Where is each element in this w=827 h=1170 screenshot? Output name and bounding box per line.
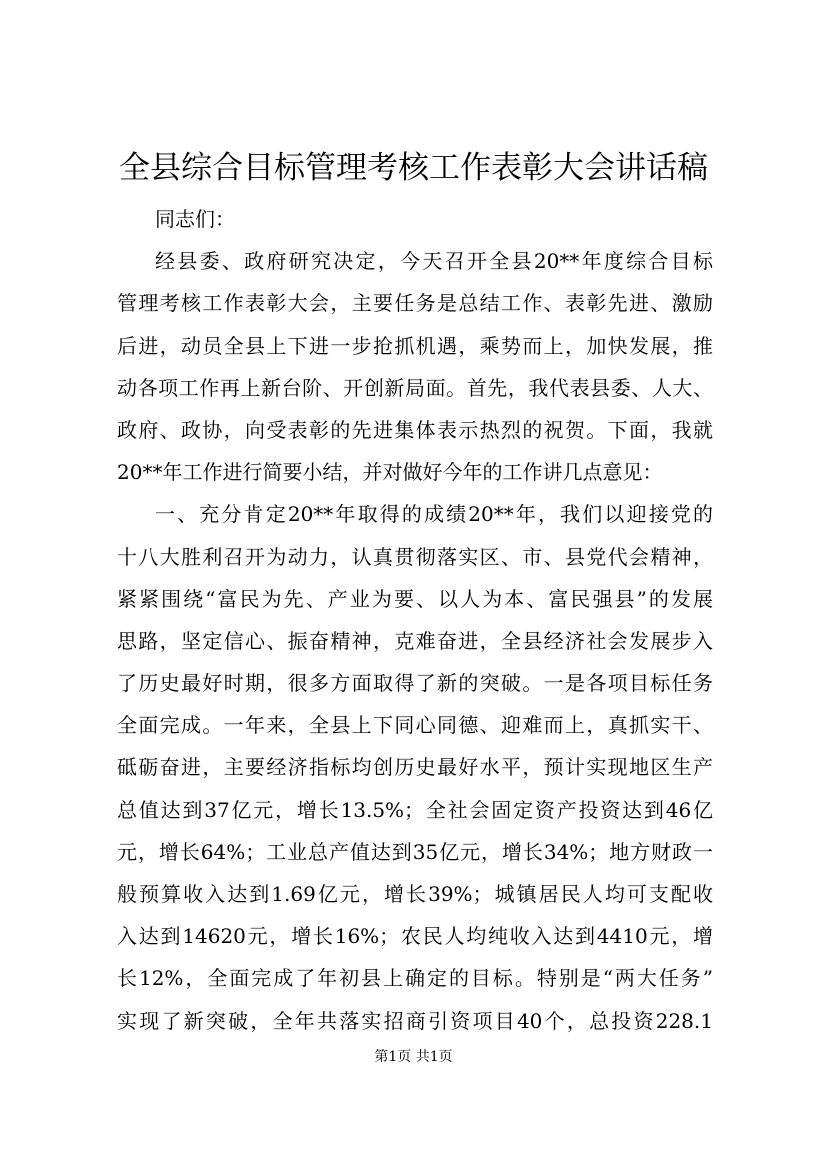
text-line: 了历史最好时期，很多方面取得了新的突破。一是各项目标任务 — [117, 671, 713, 696]
section-heading-line: 一、充分肯定20**年取得的成绩20**年，我们以迎接党的 — [155, 502, 713, 527]
text-line: 长12%，全面完成了年初县上确定的目标。特别是“两大任务” — [117, 966, 713, 991]
text-line: 元，增长64%；工业总产值达到35亿元，增长34%；地方财政一 — [117, 839, 713, 864]
text-line: 思路，坚定信心、振奋精神，克难奋进，全县经济社会发展步入 — [117, 628, 713, 653]
page-footer: 第1页 共1页 — [374, 1049, 453, 1065]
text-line: 动各项工作再上新台阶、开创新局面。首先，我代表县委、人大、 — [117, 375, 713, 400]
text-line: 砥砺奋进，主要经济指标均创历史最好水平，预计实现地区生产 — [117, 755, 713, 780]
text-line: 般预算收入达到1.69亿元，增长39%；城镇居民人均可支配收 — [117, 882, 713, 906]
document-title: 全县综合目标管理考核工作表彰大会讲话稿 — [119, 150, 708, 186]
text-line: 实现了新突破，全年共落实招商引资项目40个，总投资228.1 — [117, 1008, 713, 1033]
text-line: 入达到14620元，增长16%；农民人均纯收入达到4410元，增 — [117, 924, 713, 949]
text-line: 十八大胜利召开为动力，认真贯彻落实区、市、县党代会精神， — [117, 544, 713, 569]
salutation-line: 同志们： — [155, 207, 235, 231]
text-line: 政府、政协，向受表彰的先进集体表示热烈的祝贺。下面，我就 — [117, 417, 713, 442]
document-body — [117, 198, 713, 1042]
text-line: 总值达到37亿元，增长13.5%；全社会固定资产投资达到46亿 — [117, 797, 713, 822]
text-line: 管理考核工作表彰大会，主要任务是总结工作、表彰先进、激励 — [117, 291, 713, 316]
text-line: 20**年工作进行简要小结，并对做好今年的工作讲几点意见： — [117, 460, 663, 485]
text-line: 经县委、政府研究决定，今天召开全县20**年度综合目标 — [155, 249, 713, 274]
text-line: 后进，动员全县上下进一步抢抓机遇，乘势而上，加快发展，推 — [117, 333, 713, 358]
text-line: 紧紧围绕“富民为先、产业为要、以人为本、富民强县”的发展 — [117, 586, 713, 611]
text-line: 全面完成。一年来，全县上下同心同德、迎难而上，真抓实干、 — [117, 713, 713, 738]
